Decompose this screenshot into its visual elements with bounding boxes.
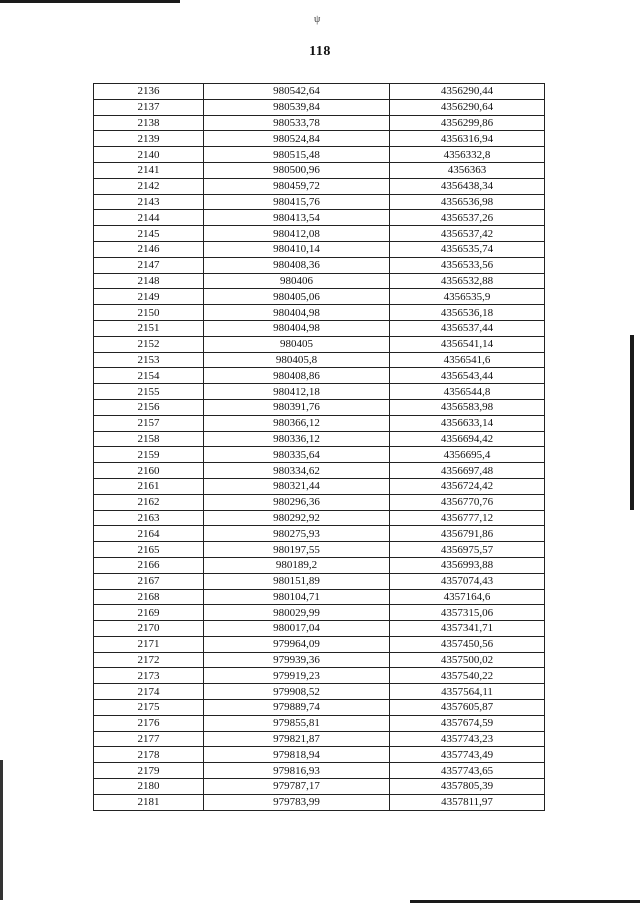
table-row xyxy=(94,147,545,163)
point-number-cell: 2172 xyxy=(94,652,204,668)
y-coordinate-cell: 4356541,6 xyxy=(390,352,545,368)
y-coordinate-cell: 4356290,64 xyxy=(390,99,545,115)
table-row xyxy=(94,447,545,463)
y-coordinate-cell: 4357605,87 xyxy=(390,700,545,716)
x-coordinate-cell: 980391,76 xyxy=(204,399,390,415)
point-number-cell: 2139 xyxy=(94,131,204,147)
table-row xyxy=(94,605,545,621)
table-row xyxy=(94,668,545,684)
y-coordinate-cell: 4357811,97 xyxy=(390,794,545,810)
y-coordinate-cell: 4356537,42 xyxy=(390,226,545,242)
point-number-cell: 2165 xyxy=(94,542,204,558)
y-coordinate-cell: 4356770,76 xyxy=(390,494,545,510)
x-coordinate-cell: 980515,48 xyxy=(204,147,390,163)
table-row xyxy=(94,636,545,652)
point-number-cell: 2136 xyxy=(94,84,204,100)
x-coordinate-cell: 979818,94 xyxy=(204,747,390,763)
point-number-cell: 2142 xyxy=(94,178,204,194)
point-number-cell: 2146 xyxy=(94,241,204,257)
x-coordinate-cell: 980104,71 xyxy=(204,589,390,605)
x-coordinate-cell: 980366,12 xyxy=(204,415,390,431)
y-coordinate-cell: 4356535,74 xyxy=(390,241,545,257)
table-row xyxy=(94,779,545,795)
point-number-cell: 2155 xyxy=(94,384,204,400)
y-coordinate-cell: 4356332,8 xyxy=(390,147,545,163)
table-row xyxy=(94,494,545,510)
y-coordinate-cell: 4356537,26 xyxy=(390,210,545,226)
y-coordinate-cell: 4356290,44 xyxy=(390,84,545,100)
table-row xyxy=(94,621,545,637)
table-row xyxy=(94,652,545,668)
scan-artifact-bottom xyxy=(410,900,640,903)
x-coordinate-cell: 980539,84 xyxy=(204,99,390,115)
y-coordinate-cell: 4356695,4 xyxy=(390,447,545,463)
table-row xyxy=(94,399,545,415)
table-row xyxy=(94,241,545,257)
table-row xyxy=(94,352,545,368)
table-row xyxy=(94,336,545,352)
x-coordinate-cell: 980189,2 xyxy=(204,557,390,573)
table-row xyxy=(94,463,545,479)
y-coordinate-cell: 4356363 xyxy=(390,162,545,178)
x-coordinate-cell: 979855,81 xyxy=(204,715,390,731)
x-coordinate-cell: 980500,96 xyxy=(204,162,390,178)
point-number-cell: 2137 xyxy=(94,99,204,115)
point-number-cell: 2144 xyxy=(94,210,204,226)
point-number-cell: 2157 xyxy=(94,415,204,431)
x-coordinate-cell: 979783,99 xyxy=(204,794,390,810)
table-row xyxy=(94,84,545,100)
point-number-cell: 2153 xyxy=(94,352,204,368)
table-row xyxy=(94,700,545,716)
table-row xyxy=(94,368,545,384)
y-coordinate-cell: 4356633,14 xyxy=(390,415,545,431)
x-coordinate-cell: 980408,86 xyxy=(204,368,390,384)
table-row xyxy=(94,194,545,210)
table-row xyxy=(94,794,545,810)
coordinates-table xyxy=(93,83,545,811)
table-row xyxy=(94,226,545,242)
point-number-cell: 2148 xyxy=(94,273,204,289)
x-coordinate-cell: 980405 xyxy=(204,336,390,352)
point-number-cell: 2167 xyxy=(94,573,204,589)
x-coordinate-cell: 979821,87 xyxy=(204,731,390,747)
x-coordinate-cell: 980336,12 xyxy=(204,431,390,447)
point-number-cell: 2159 xyxy=(94,447,204,463)
x-coordinate-cell: 979816,93 xyxy=(204,763,390,779)
x-coordinate-cell: 980151,89 xyxy=(204,573,390,589)
x-coordinate-cell: 980321,44 xyxy=(204,478,390,494)
table-row xyxy=(94,684,545,700)
point-number-cell: 2176 xyxy=(94,715,204,731)
table-row xyxy=(94,763,545,779)
table-row xyxy=(94,715,545,731)
point-number-cell: 2145 xyxy=(94,226,204,242)
page-number: 118 xyxy=(309,44,331,59)
point-number-cell: 2163 xyxy=(94,510,204,526)
header-mark: ψ xyxy=(314,14,321,25)
table-row xyxy=(94,257,545,273)
x-coordinate-cell: 980413,54 xyxy=(204,210,390,226)
table-row xyxy=(94,747,545,763)
y-coordinate-cell: 4357743,49 xyxy=(390,747,545,763)
y-coordinate-cell: 4357315,06 xyxy=(390,605,545,621)
x-coordinate-cell: 980334,62 xyxy=(204,463,390,479)
table-row xyxy=(94,384,545,400)
table-row xyxy=(94,510,545,526)
point-number-cell: 2174 xyxy=(94,684,204,700)
point-number-cell: 2143 xyxy=(94,194,204,210)
table-row xyxy=(94,115,545,131)
y-coordinate-cell: 4356975,57 xyxy=(390,542,545,558)
x-coordinate-cell: 980335,64 xyxy=(204,447,390,463)
coordinates-table-body xyxy=(94,84,545,811)
point-number-cell: 2161 xyxy=(94,478,204,494)
y-coordinate-cell: 4356583,98 xyxy=(390,399,545,415)
y-coordinate-cell: 4357743,23 xyxy=(390,731,545,747)
table-row xyxy=(94,526,545,542)
point-number-cell: 2168 xyxy=(94,589,204,605)
scan-artifact-top xyxy=(0,0,180,3)
y-coordinate-cell: 4356532,88 xyxy=(390,273,545,289)
table-row xyxy=(94,320,545,336)
y-coordinate-cell: 4357500,02 xyxy=(390,652,545,668)
y-coordinate-cell: 4357341,71 xyxy=(390,621,545,637)
table-row xyxy=(94,273,545,289)
table-row xyxy=(94,431,545,447)
point-number-cell: 2156 xyxy=(94,399,204,415)
y-coordinate-cell: 4357564,11 xyxy=(390,684,545,700)
x-coordinate-cell: 980275,93 xyxy=(204,526,390,542)
point-number-cell: 2177 xyxy=(94,731,204,747)
y-coordinate-cell: 4356724,42 xyxy=(390,478,545,494)
point-number-cell: 2171 xyxy=(94,636,204,652)
point-number-cell: 2141 xyxy=(94,162,204,178)
y-coordinate-cell: 4357074,43 xyxy=(390,573,545,589)
x-coordinate-cell: 980404,98 xyxy=(204,320,390,336)
table-row xyxy=(94,305,545,321)
y-coordinate-cell: 4356697,48 xyxy=(390,463,545,479)
y-coordinate-cell: 4357540,22 xyxy=(390,668,545,684)
y-coordinate-cell: 4357743,65 xyxy=(390,763,545,779)
point-number-cell: 2152 xyxy=(94,336,204,352)
point-number-cell: 2179 xyxy=(94,763,204,779)
point-number-cell: 2158 xyxy=(94,431,204,447)
table-row xyxy=(94,131,545,147)
table-row xyxy=(94,731,545,747)
y-coordinate-cell: 4356537,44 xyxy=(390,320,545,336)
table-row xyxy=(94,478,545,494)
y-coordinate-cell: 4356316,94 xyxy=(390,131,545,147)
y-coordinate-cell: 4356438,34 xyxy=(390,178,545,194)
y-coordinate-cell: 4356535,9 xyxy=(390,289,545,305)
point-number-cell: 2150 xyxy=(94,305,204,321)
x-coordinate-cell: 980415,76 xyxy=(204,194,390,210)
point-number-cell: 2175 xyxy=(94,700,204,716)
y-coordinate-cell: 4357164,6 xyxy=(390,589,545,605)
point-number-cell: 2178 xyxy=(94,747,204,763)
table-row xyxy=(94,289,545,305)
x-coordinate-cell: 980542,64 xyxy=(204,84,390,100)
x-coordinate-cell: 980533,78 xyxy=(204,115,390,131)
x-coordinate-cell: 980406 xyxy=(204,273,390,289)
y-coordinate-cell: 4356541,14 xyxy=(390,336,545,352)
scan-artifact-left xyxy=(0,760,3,900)
y-coordinate-cell: 4356993,88 xyxy=(390,557,545,573)
x-coordinate-cell: 980405,8 xyxy=(204,352,390,368)
x-coordinate-cell: 980405,06 xyxy=(204,289,390,305)
y-coordinate-cell: 4357674,59 xyxy=(390,715,545,731)
x-coordinate-cell: 979964,09 xyxy=(204,636,390,652)
point-number-cell: 2170 xyxy=(94,621,204,637)
x-coordinate-cell: 980292,92 xyxy=(204,510,390,526)
x-coordinate-cell: 979939,36 xyxy=(204,652,390,668)
x-coordinate-cell: 979919,23 xyxy=(204,668,390,684)
table-row xyxy=(94,542,545,558)
x-coordinate-cell: 980197,55 xyxy=(204,542,390,558)
table-row xyxy=(94,99,545,115)
x-coordinate-cell: 980029,99 xyxy=(204,605,390,621)
y-coordinate-cell: 4356543,44 xyxy=(390,368,545,384)
table-row xyxy=(94,415,545,431)
point-number-cell: 2169 xyxy=(94,605,204,621)
point-number-cell: 2180 xyxy=(94,779,204,795)
x-coordinate-cell: 979889,74 xyxy=(204,700,390,716)
point-number-cell: 2147 xyxy=(94,257,204,273)
table-row xyxy=(94,210,545,226)
table-row xyxy=(94,162,545,178)
point-number-cell: 2181 xyxy=(94,794,204,810)
x-coordinate-cell: 980404,98 xyxy=(204,305,390,321)
y-coordinate-cell: 4356536,98 xyxy=(390,194,545,210)
point-number-cell: 2149 xyxy=(94,289,204,305)
y-coordinate-cell: 4357805,39 xyxy=(390,779,545,795)
point-number-cell: 2160 xyxy=(94,463,204,479)
point-number-cell: 2173 xyxy=(94,668,204,684)
y-coordinate-cell: 4357450,56 xyxy=(390,636,545,652)
x-coordinate-cell: 980296,36 xyxy=(204,494,390,510)
y-coordinate-cell: 4356791,86 xyxy=(390,526,545,542)
table-row xyxy=(94,589,545,605)
table-row xyxy=(94,573,545,589)
x-coordinate-cell: 979787,17 xyxy=(204,779,390,795)
y-coordinate-cell: 4356536,18 xyxy=(390,305,545,321)
table-row xyxy=(94,557,545,573)
point-number-cell: 2151 xyxy=(94,320,204,336)
y-coordinate-cell: 4356777,12 xyxy=(390,510,545,526)
table-row xyxy=(94,178,545,194)
y-coordinate-cell: 4356694,42 xyxy=(390,431,545,447)
point-number-cell: 2164 xyxy=(94,526,204,542)
point-number-cell: 2138 xyxy=(94,115,204,131)
y-coordinate-cell: 4356533,56 xyxy=(390,257,545,273)
point-number-cell: 2166 xyxy=(94,557,204,573)
scan-artifact-right xyxy=(630,335,634,510)
x-coordinate-cell: 980410,14 xyxy=(204,241,390,257)
x-coordinate-cell: 980459,72 xyxy=(204,178,390,194)
x-coordinate-cell: 980017,04 xyxy=(204,621,390,637)
point-number-cell: 2162 xyxy=(94,494,204,510)
x-coordinate-cell: 980412,08 xyxy=(204,226,390,242)
x-coordinate-cell: 979908,52 xyxy=(204,684,390,700)
y-coordinate-cell: 4356299,86 xyxy=(390,115,545,131)
y-coordinate-cell: 4356544,8 xyxy=(390,384,545,400)
point-number-cell: 2154 xyxy=(94,368,204,384)
point-number-cell: 2140 xyxy=(94,147,204,163)
x-coordinate-cell: 980524,84 xyxy=(204,131,390,147)
x-coordinate-cell: 980408,36 xyxy=(204,257,390,273)
x-coordinate-cell: 980412,18 xyxy=(204,384,390,400)
